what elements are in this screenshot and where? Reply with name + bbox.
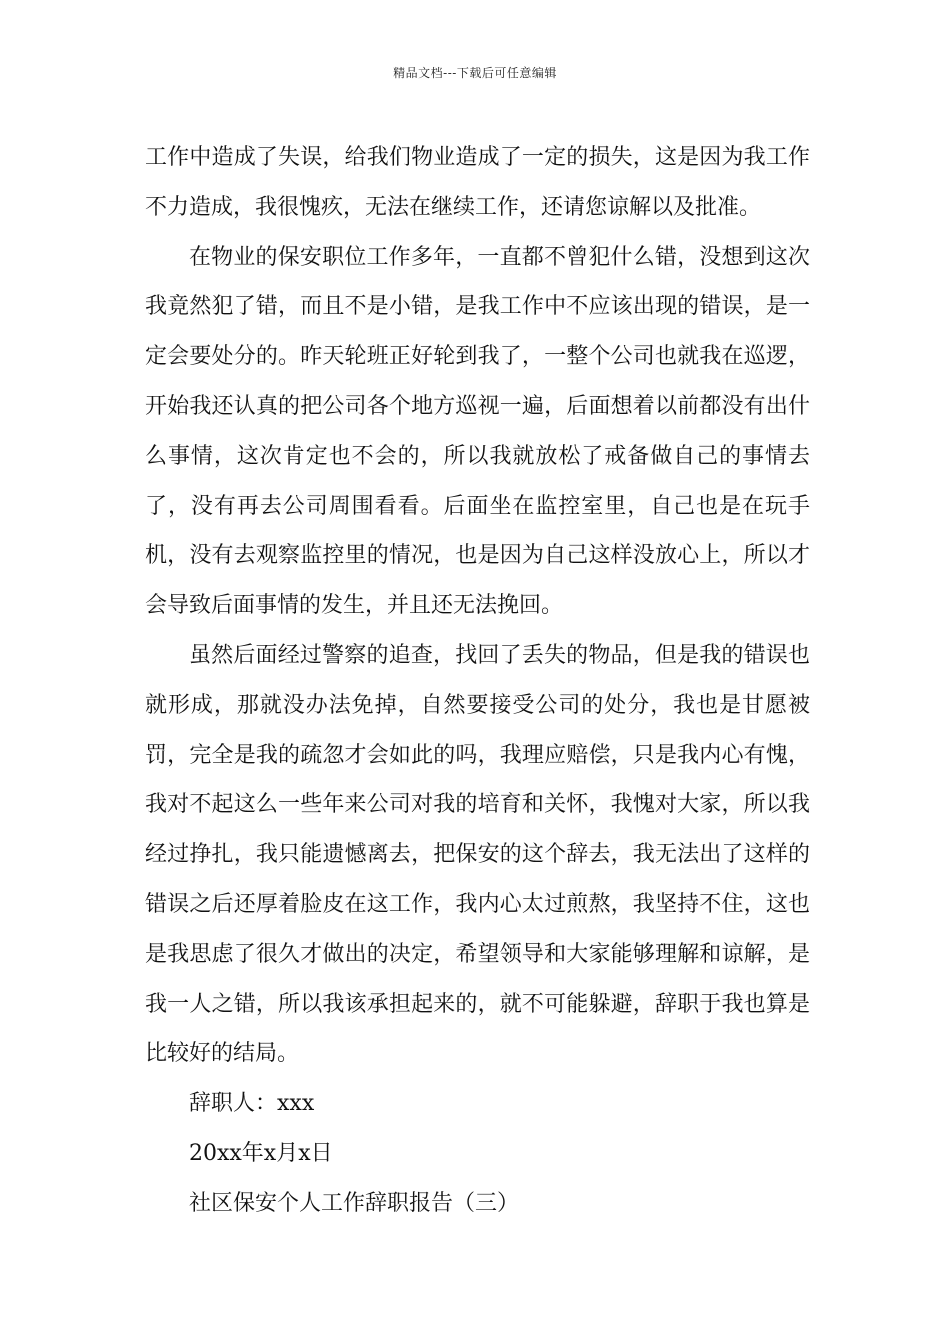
signature-line: 辞职人：xxx [189,1091,315,1117]
paragraph-incident: 在物业的保安职位工作多年，一直都不曾犯什么错，没想到这次我竟然犯了错，而且不是小错，是我工作中不应该出现的错误，是一定会要处分的。昨天轮班正好轮到我了，一整个公司也就我在巡逻，开始我还认真的把公司各个地方巡视一遍，后面想着以前都没有出什么事情，这次肯定也不会的，所以我就放松了戒备做自己的事情去了，没有再去公司周围看看。后面坐在监控室里，自己也是在玩手机，没有去观察监控里的情况，也是因为自己这样没放心上，所以才会导致后面事情的发生，并且还无法挽回。 [145,244,810,619]
section-title: 社区保安个人工作辞职报告（三） [189,1190,520,1216]
paragraph-continuation: 工作中造成了失误，给我们物业造成了一定的损失，这是因为我工作不力造成，我很愧疚，无法在继续工作，还请您谅解以及批准。 [145,145,810,220]
paragraph-resignation-reason: 虽然后面经过警察的追查，找回了丢失的物品，但是我的错误也就形成，那就没办法免掉，自然要接受公司的处分，我也是甘愿被罚，完全是我的疏忽才会如此的吗，我理应赔偿，只是我内心有愧，我对不起这么一些年来公司对我的培育和关怀，我愧对大家，所以我经过挣扎，我只能遗憾离去，把保安的这个辞去，我无法出了这样的错误之后还厚着脸皮在这工作，我内心太过煎熬，我坚持不住，这也是我思虑了很久才做出的决定，希望领导和大家能够理解和谅解，是我一人之错，所以我该承担起来的，就不可能躲避，辞职于我也算是比较好的结局。 [145,642,810,1067]
date-line: 20xx年x月x日 [189,1140,333,1166]
page-header: 精品文档---下载后可任意编辑 [393,66,557,80]
document-body [145,133,810,1229]
